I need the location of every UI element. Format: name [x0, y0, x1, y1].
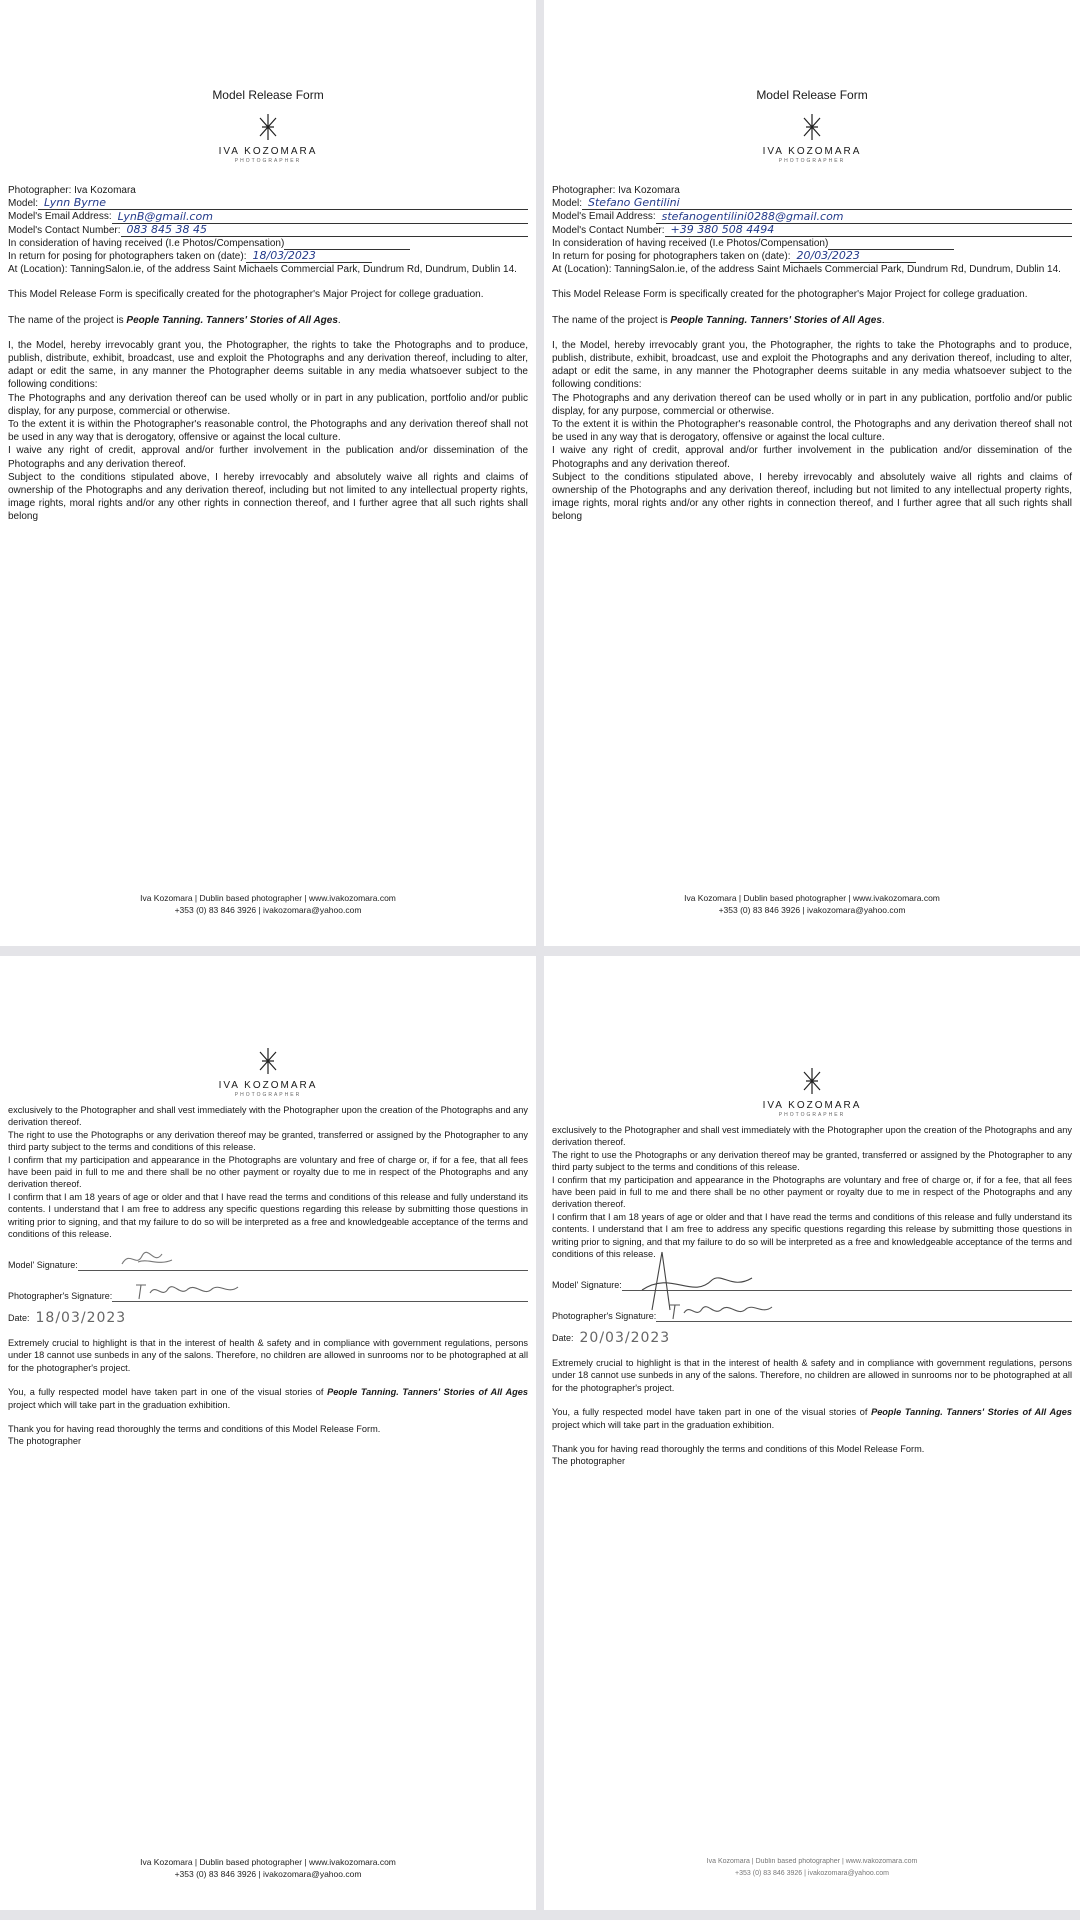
photographer-signature-row	[552, 1301, 1072, 1322]
photographer-signature-label: Photographer's Signature:	[8, 1291, 113, 1302]
project-name-line: The name of the project is People Tanning. Tanners' Stories of All Ages.	[8, 314, 341, 326]
model-signature-label: Model' Signature:	[8, 1260, 78, 1271]
grant-paragraph: I, the Model, hereby irrevocably grant you, the Photographer, the rights to take the Photographs and to produce, publish, distribute, exhibit, broadcast, use and exploit the Photographs and any derivation thereof, including to alter, adapt or edit the same, in any manner the Photographer deems suitable in any media whatsoever subject to the following conditions:	[552, 339, 1072, 391]
transfer-paragraph: The right to use the Photographs or any derivation thereof may be granted, transferred or assigned by the Photographer to any third party subject to the terms and conditions of this release.	[8, 1129, 528, 1153]
logo	[544, 1066, 1080, 1118]
posing-date-field	[8, 250, 528, 263]
age-paragraph: I confirm that I am 18 years of age or older and that I have read the terms and conditions of this release and fully understand its contents. I understand that I am free to address any specific questions regarding this release by submitting those questions in writing prior to signing, and that my failure to do so will be interpreted as a free and knowledgeable acceptance of the terms and conditions of this release.	[552, 1211, 1072, 1260]
respected-paragraph: You, a fully respected model have taken part in one of the visual stories of People Tanning. Tanners' Stories of All Ages project which will take part in the graduation exhibition.	[8, 1387, 528, 1410]
model-field	[8, 197, 528, 210]
signature-date-value: 20/03/2023	[579, 1330, 671, 1347]
use-paragraph: The Photographs and any derivation thereof can be used wholly or in part in any publication, portfolio and/or public display, for any purpose, commercial or otherwise.	[552, 392, 1072, 417]
waive-credit-paragraph: I waive any right of credit, approval and/or further involvement in the publication and/or dissemination of the Photographs and any derivation thereof.	[552, 445, 1072, 470]
email-field	[8, 210, 528, 223]
photographer-signature-scribble	[132, 1277, 242, 1301]
subject-paragraph: Subject to the conditions stipulated above, I hereby irrevocably and absolutely waive all rights and claims of ownership of the Photographs and any derivation thereof, including but not limited to any intellectual property rights, image rights, moral rights and/or any other rights in connection thereof, and I further agree that all such rights shall belong	[8, 471, 528, 523]
location-line: At (Location): TanningSalon.ie, of the address Saint Michaels Commercial Park, Dundrum Rd, Dundrum, Dublin 14.	[8, 264, 517, 276]
logo	[0, 1046, 536, 1098]
consideration-field	[8, 237, 528, 250]
logo	[544, 112, 1080, 164]
age-paragraph: I confirm that I am 18 years of age or older and that I have read the terms and conditions of this release and fully understand its contents. I understand that I am free to address any specific questions regarding this release by submitting those questions in writing prior to signing, and that my failure to do so will be interpreted as a free and knowledgeable acceptance of the terms and conditions of this release.	[8, 1191, 528, 1240]
model-signature-row	[8, 1250, 528, 1271]
extent-paragraph: To the extent it is within the Photographer's reasonable control, the Photographs and any derivation thereof shall not be used in any way that is derogatory, offensive or against the local culture.	[552, 419, 1072, 444]
logo-subtitle: PHOTOGRAPHER	[778, 1112, 846, 1118]
signoff: The photographer	[552, 1456, 626, 1467]
model-label: Model:	[8, 198, 39, 210]
thanks-paragraph: Thank you for having read thoroughly the terms and conditions of this Model Release Form.	[552, 1443, 925, 1454]
waive-credit-paragraph: I waive any right of credit, approval and/or further involvement in the publication and/or dissemination of the Photographs and any derivation thereof.	[8, 445, 528, 470]
exclusively-paragraph: exclusively to the Photographer and shall vest immediately with the Photographer upon the creation of the Photographs and any derivation thereof.	[8, 1105, 528, 1128]
page-footer: Iva Kozomara | Dublin based photographer | www.ivakozomara.com +353 (0) 83 846 3926 | ivakozomara@yahoo.com	[684, 893, 940, 915]
page-footer: Iva Kozomara | Dublin based photographer | www.ivakozomara.com +353 (0) 83 846 3926 | ivakozomara@yahoo.com	[706, 1858, 918, 1877]
posing-date-value: 18/03/2023	[246, 250, 372, 263]
subject-paragraph: Subject to the conditions stipulated above, I hereby irrevocably and absolutely waive all rights and claims of ownership of the Photographs and any derivation thereof, including but not limited to any intellectual property rights, image rights, moral rights and/or any other rights in connection thereof, and I further agree that all such rights shall belong	[552, 471, 1072, 523]
photographer-line: Photographer: Iva Kozomara	[552, 185, 680, 196]
release-form-page-3	[0, 956, 536, 1910]
model-value: Lynn Byrne	[38, 197, 528, 210]
logo-name: IVA KOZOMARA	[218, 146, 318, 157]
date-label: Date:	[8, 1313, 30, 1324]
voluntary-paragraph: I confirm that my participation and appearance in the Photographs are voluntary and free of charge or, if for a fee, that all fees have been paid in full to me and there shall be no other payment or royalty due to me in respect of the Photographs and any derivation thereof.	[552, 1174, 1072, 1210]
page-footer: Iva Kozomara | Dublin based photographer | www.ivakozomara.com +353 (0) 83 846 3926 | ivakozomara@yahoo.com	[140, 893, 396, 915]
email-value: stefanogentilini0288@gmail.com	[656, 211, 1072, 224]
posing-date-label: In return for posing for photographers taken on (date):	[8, 251, 247, 263]
signoff: The photographer	[8, 1436, 82, 1447]
logo-subtitle: PHOTOGRAPHER	[234, 1092, 302, 1098]
respected-paragraph: You, a fully respected model have taken part in one of the visual stories of People Tanning. Tanners' Stories of All Ages project which will take part in the graduation exhibition.	[552, 1407, 1072, 1430]
logo-name: IVA KOZOMARA	[762, 146, 862, 157]
email-label: Model's Email Address:	[8, 211, 112, 223]
extent-paragraph: To the extent it is within the Photographer's reasonable control, the Photographs and any derivation thereof shall not be used in any way that is derogatory, offensive or against the local culture.	[8, 419, 528, 444]
use-paragraph: The Photographs and any derivation thereof can be used wholly or in part in any publication, portfolio and/or public display, for any purpose, commercial or otherwise.	[8, 392, 528, 417]
logo-subtitle: PHOTOGRAPHER	[234, 158, 302, 164]
photographer-logo-icon	[801, 1066, 823, 1096]
contact-label: Model's Contact Number:	[8, 224, 121, 236]
location-line: At (Location): TanningSalon.ie, of the address Saint Michaels Commercial Park, Dundrum Rd, Dundrum, Dublin 14.	[552, 264, 1061, 276]
release-form-page-4	[544, 956, 1080, 1910]
email-value: LynB@gmail.com	[112, 211, 528, 224]
photographer-line: Photographer: Iva Kozomara	[8, 185, 136, 196]
signature-date-value: 18/03/2023	[35, 1310, 127, 1327]
contact-field: Model's Contact Number: +39 380 508 4494	[552, 224, 1072, 237]
logo	[0, 112, 536, 164]
model-value: Stefano Gentilini	[582, 197, 1072, 210]
logo-name: IVA KOZOMARA	[762, 1100, 862, 1111]
project-name-line: The name of the project is People Tanning. Tanners' Stories of All Ages.	[552, 314, 885, 326]
exclusively-paragraph: exclusively to the Photographer and shall vest immediately with the Photographer upon the creation of the Photographs and any derivation thereof.	[552, 1125, 1072, 1148]
intro-paragraph: This Model Release Form is specifically created for the photographer's Major Project for college graduation.	[8, 289, 484, 301]
date-label: Date:	[552, 1333, 574, 1344]
photographer-logo-icon	[257, 112, 279, 142]
safety-paragraph: Extremely crucial to highlight is that in the interest of health & safety and in compliance with government regulations, persons under 18 cannot use sunbeds in any of the salons. Therefore, no children are allowed in sunrooms nor to be photographed at all for the photographer's project.	[552, 1357, 1072, 1393]
posing-date-value: 20/03/2023	[790, 250, 916, 263]
grant-paragraph: I, the Model, hereby irrevocably grant you, the Photographer, the rights to take the Photographs and to produce, publish, distribute, exhibit, broadcast, use and exploit the Photographs and any derivation thereof, including to alter, adapt or edit the same, in any manner the Photographer deems suitable in any media whatsoever subject to the following conditions:	[8, 339, 528, 391]
voluntary-paragraph: I confirm that my participation and appearance in the Photographs are voluntary and free of charge or, if for a fee, that all fees have been paid in full to me and there shall be no other payment or royalty due to me in respect of the Photographs and any derivation thereof.	[8, 1154, 528, 1190]
signature-date-row	[8, 1310, 528, 1327]
email-field: Model's Email Address: stefanogentilini0288@gmail.com	[552, 210, 1072, 223]
photographer-signature-row	[8, 1281, 528, 1302]
model-signature-label: Model' Signature:	[552, 1280, 622, 1291]
safety-paragraph: Extremely crucial to highlight is that in the interest of health & safety and in compliance with government regulations, persons under 18 cannot use sunbeds in any of the salons. Therefore, no children are allowed in sunrooms nor to be photographed at all for the photographer's project.	[8, 1337, 528, 1373]
model-field: Model: Stefano Gentilini	[552, 197, 1072, 210]
consideration-label: In consideration of having received (I.e Photos/Compensation)	[8, 237, 285, 249]
transfer-paragraph: The right to use the Photographs or any derivation thereof may be granted, transferred or assigned by the Photographer to any third party subject to the terms and conditions of this release.	[552, 1149, 1072, 1173]
model-signature-row	[552, 1270, 1072, 1291]
logo-subtitle: PHOTOGRAPHER	[778, 158, 846, 164]
photographer-signature-scribble	[666, 1297, 776, 1321]
thanks-paragraph: Thank you for having read thoroughly the terms and conditions of this Model Release Form.	[8, 1423, 381, 1434]
form-title: Model Release Form	[756, 88, 868, 102]
photographer-logo-icon	[257, 1046, 279, 1076]
contact-value: +39 380 508 4494	[665, 224, 1072, 237]
form-title: Model Release Form	[212, 88, 324, 102]
posing-date-field: In return for posing for photographers taken on (date): 20/03/2023	[552, 250, 1072, 263]
contact-value: 083 845 38 45	[121, 224, 528, 237]
photographer-signature-label: Photographer's Signature:	[552, 1311, 657, 1322]
consideration-field: In consideration of having received (I.e Photos/Compensation)	[552, 237, 1072, 250]
release-form-page-2	[544, 0, 1080, 946]
page-footer: Iva Kozomara | Dublin based photographer | www.ivakozomara.com +353 (0) 83 846 3926 | ivakozomara@yahoo.com	[140, 1857, 396, 1879]
signature-date-row	[552, 1330, 1072, 1347]
logo-name: IVA KOZOMARA	[218, 1080, 318, 1091]
contact-field	[8, 224, 528, 237]
photographer-logo-icon	[801, 112, 823, 142]
model-signature-scribble	[118, 1248, 178, 1270]
release-form-page-1	[0, 0, 536, 946]
intro-paragraph: This Model Release Form is specifically created for the photographer's Major Project for college graduation.	[552, 289, 1028, 301]
